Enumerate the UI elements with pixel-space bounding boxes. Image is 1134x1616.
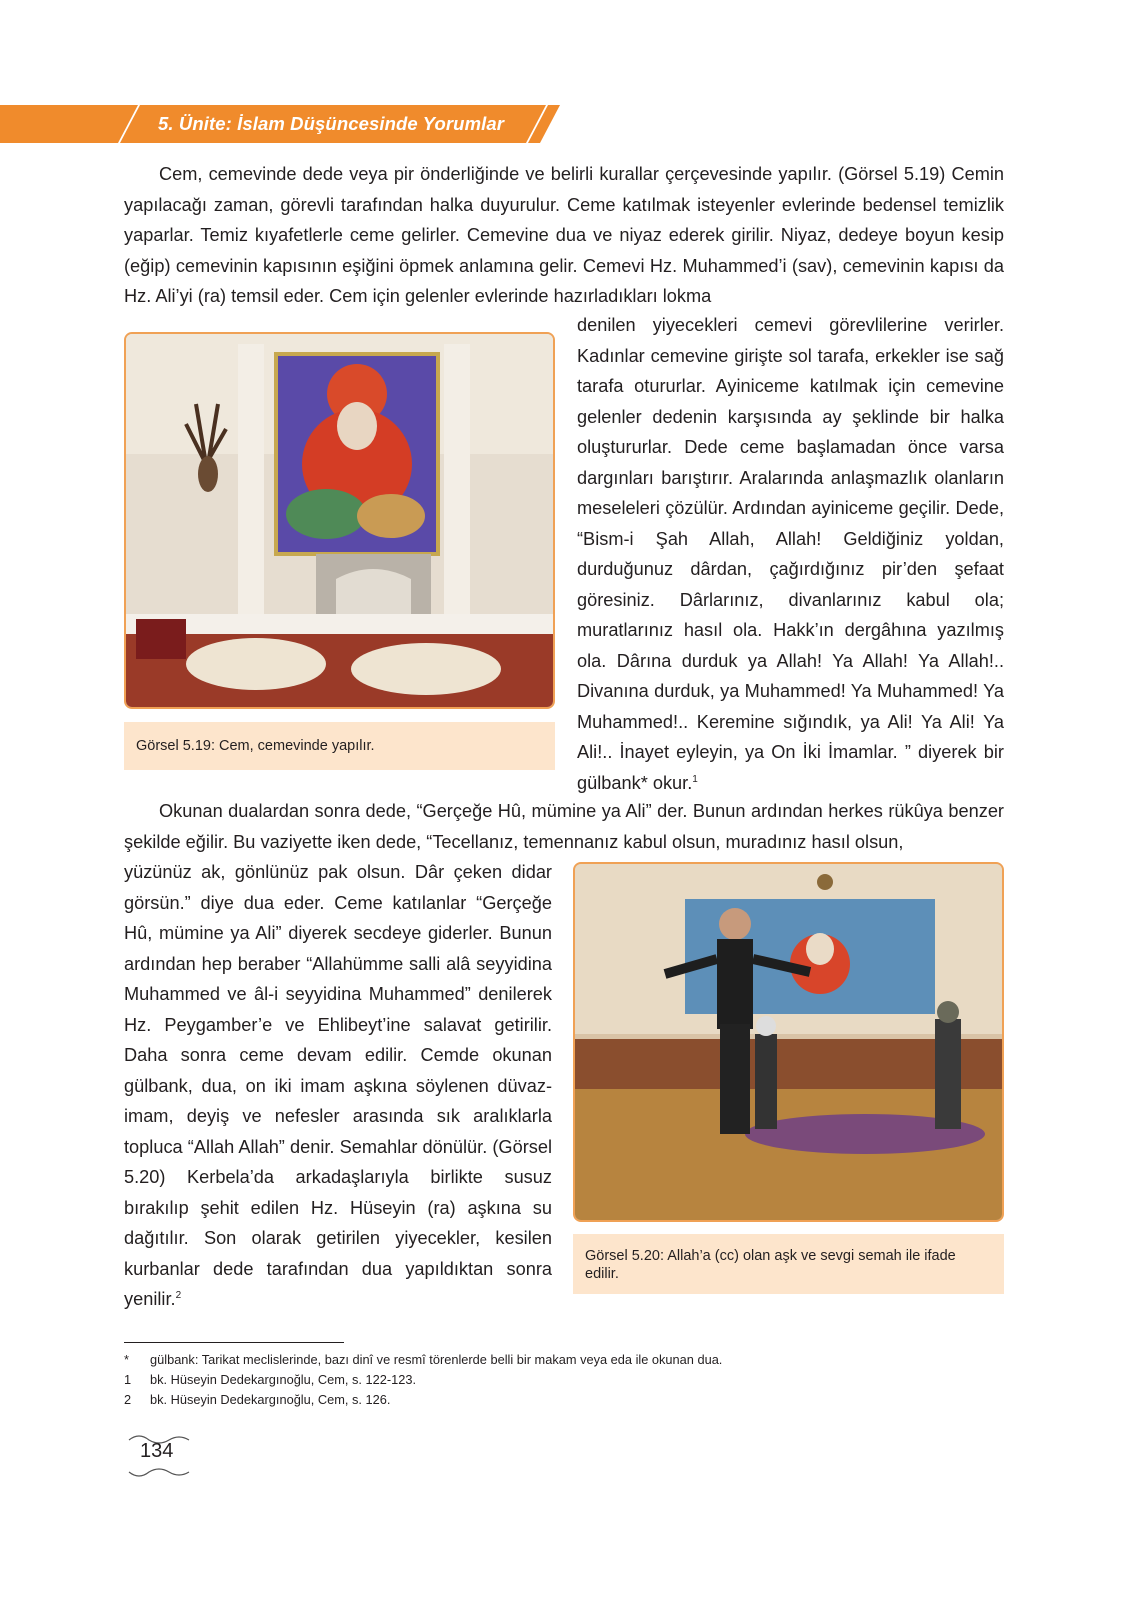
figure-5-19-caption: Görsel 5.19: Cem, cemevinde yapılır. bbox=[124, 722, 555, 770]
footnote-mark: * bbox=[124, 1352, 129, 1367]
footnote-text: bk. Hüseyin Dedekargınoğlu, Cem, s. 122-123. bbox=[150, 1372, 417, 1387]
footnote-rule bbox=[124, 1342, 344, 1343]
footnote-ref-1: 1 bbox=[692, 773, 698, 785]
footnote-mark: 2 bbox=[124, 1392, 132, 1407]
footnote-text: bk. Hüseyin Dedekargınoğlu, Cem, s. 126. bbox=[150, 1392, 391, 1407]
footnote-1 bbox=[124, 1372, 416, 1388]
paragraph-1: Cem, cemevinde dede veya pir önderliğinde ve belirli kurallar çerçevesinde yapılır. (Görsel 5.19) Cemin yapılacağı zaman, görevli tarafından halka duyurulur. Ceme katılmak isteyenler evlerinde bedensel temizlik yaparlar. Temiz kıyafetlerle ceme gelirler. Cemevine dua ve niyaz ederek girilir. Niyaz, dedeye boyun kesip (eğip) cemevinin kapısının eşiğini öpmek anlamına gelir. Cemevi Hz. Muhammed’i (sav), cemevinin kapısı da Hz. Ali’yi (ra) temsil eder. Cem için gelenler evlerinde hazırladıkları lokma bbox=[124, 164, 1004, 306]
footnote-star bbox=[124, 1352, 722, 1368]
footnote-text: gülbank: Tarikat meclislerinde, bazı dinî ve resmî törenlerde belli bir makam veya eda ile okunan dua. bbox=[150, 1352, 723, 1367]
paragraph-2-continued bbox=[124, 857, 552, 1315]
figure-5-20-photo bbox=[573, 862, 1004, 1222]
figure-5-19-photo bbox=[124, 332, 555, 709]
footnote-ref-2: 2 bbox=[175, 1289, 182, 1301]
footnote-mark: 1 bbox=[124, 1372, 132, 1387]
paragraph-1-continued-text: denilen yiyecekleri cemevi görevlilerine verirler. Kadınlar cemevine girişte sol tarafa, erkekler ise sağ tarafa otururlar. Ayiniceme katılmak için cemevine gelenler dedenin karşısında ay şeklinde bir halka oluştururlar. Dede ceme başlamadan önce varsa dargınları barıştırır. Aralarında anlaşmazlık olanların meseleleri çözülür. Ardından ayiniceme geçilir. Dede, “Bism-i Şah Allah, Allah! Geldiğiniz yoldan, durduğunuz dârdan, çağırdığınız pir’den şefaat göresiniz. Dârlarınız, divanlarınız kabul ola; muratlarınız hasıl ola. Hakk’ın dergâhına yazılmış ola. Dârına durduk ya Allah! Ya Allah! Ya Allah!.. Divanına durduk, ya Muhammed! Ya Muhammed! Ya Muhammed!.. Keremine sığındık, ya Ali! Ya Ali! Ya Ali!.. İnayet eyleyin, ya On İki İmamlar. ” diyerek bir gülbank* okur. bbox=[577, 315, 1004, 793]
paragraph-2-continued-text: yüzünüz ak, gönlünüz pak olsun. Dâr çeken didar görsün.” diye dua eder. Ceme katılanlar “Gerçeğe Hû, mümine ya Ali” diyerek secdeye giderler. Bunun ardından hep beraber “Allahümme salli alâ seyyidina Muhammed ve âl-i seyyidina Muhammed” denilerek Hz. Peygamber’e ve Ehlibeyt’ine salavat getirilir. Daha sonra ceme devam edilir. Cemde okunan gülbank, dua, on iki imam aşkına söylenen düvaz-imam, deyiş ve nefesler arasında sık aralıklarla topluca “Allah Allah” denir. Semahlar dönülür. (Görsel 5.20) Kerbela’da arkadaşlarıyla birlikte susuz bırakılıp şehit edilen Hz. Hüseyin (ra) aşkına su dağıtılır. Son olarak getirilen yiyecekler, kesilen kurbanlar dede tarafından dua yapıldıktan sonra yenilir. bbox=[124, 862, 552, 1309]
paragraph-2: Okunan dualardan sonra dede, “Gerçeğe Hû, mümine ya Ali” der. Bunun ardından herkes rükûya benzer şekilde eğilir. Bu vaziyette iken dede, “Tecellanız, temennanız kabul olsun, muradınız hasıl olsun, bbox=[124, 801, 1004, 852]
paragraph-1-continued bbox=[577, 310, 1004, 798]
chapter-title: 5. Ünite: İslam Düşüncesinde Yorumlar bbox=[158, 113, 505, 134]
page-number: 134 bbox=[140, 1440, 174, 1462]
figure-5-20-caption: Görsel 5.20: Allah’a (cc) olan aşk ve sevgi semah ile ifade edilir. bbox=[573, 1234, 1004, 1294]
footnote-2 bbox=[124, 1392, 390, 1408]
